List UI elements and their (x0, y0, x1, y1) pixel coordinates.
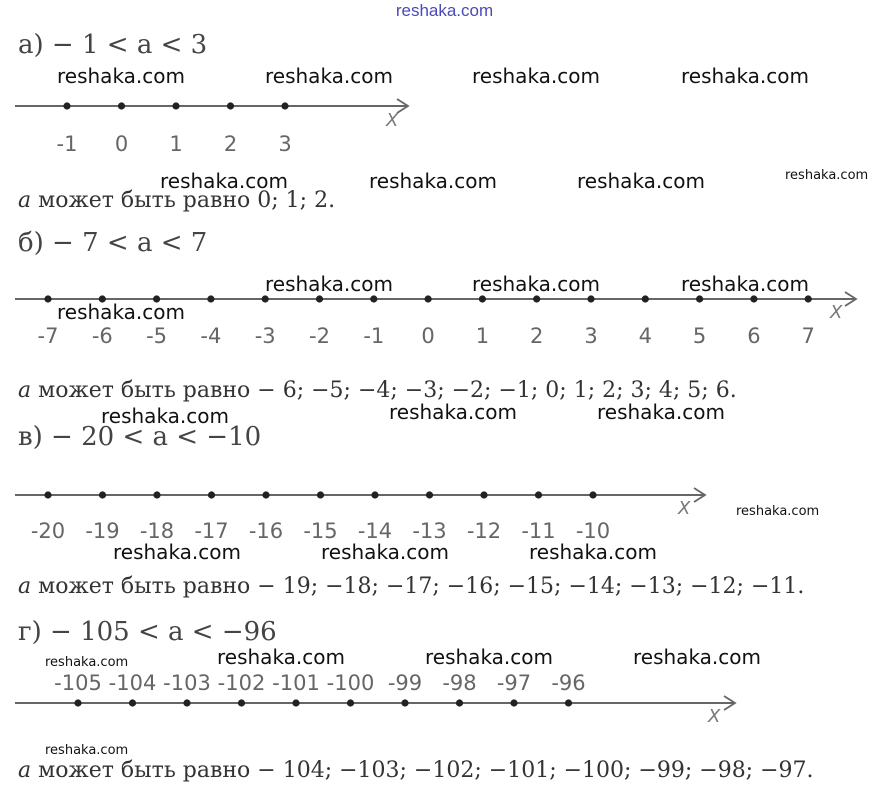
condition-d: г) − 105 < a < −96 (18, 617, 277, 647)
watermark: reshaka.com (45, 655, 129, 670)
tick-label: -96 (551, 671, 586, 695)
answer-d (18, 758, 814, 783)
tick-label: 0 (114, 132, 129, 156)
number-line-point (129, 699, 136, 706)
tick-label: -103 (163, 671, 211, 695)
watermark: reshaka.com (45, 743, 129, 758)
site-header[interactable]: reshaka.com (395, 1, 494, 20)
tick-label: -17 (194, 519, 229, 543)
answer-c-text: может быть равно − 19; −18; −17; −16; −15; −14; −13; −12; −11. (31, 574, 805, 599)
watermark: reshaka.com (472, 272, 600, 296)
tick-label: -100 (326, 671, 375, 695)
tick-label: -12 (466, 519, 502, 543)
condition-b: б) − 7 < a < 7 (18, 228, 208, 258)
answer-a-variable: a (18, 188, 32, 213)
tick-label: -102 (217, 671, 266, 695)
tick-label: -16 (248, 519, 284, 543)
watermark: reshaka.com (425, 645, 553, 669)
tick-label: -14 (357, 519, 393, 543)
tick-label: -18 (139, 519, 175, 543)
watermark: reshaka.com (633, 645, 761, 669)
watermark: reshaka.com (113, 540, 241, 564)
watermark: reshaka.com (57, 64, 185, 88)
number-line-point (401, 699, 408, 706)
tick-label: -1 (363, 324, 385, 348)
condition-a: а) − 1 < a < 3 (18, 30, 208, 60)
tick-label: -104 (108, 671, 157, 695)
watermark: reshaka.com (265, 272, 393, 296)
tick-label: -15 (303, 519, 338, 543)
watermark: reshaka.com (681, 64, 809, 88)
number-line-point (183, 699, 190, 706)
watermark: reshaka.com (57, 300, 185, 324)
tick-label: 2 (223, 132, 238, 156)
tick-label: 7 (801, 324, 815, 348)
tick-label: -10 (575, 519, 611, 543)
watermark: reshaka.com (217, 645, 345, 669)
tick-label: 3 (584, 324, 598, 348)
tick-label: -98 (442, 671, 477, 695)
tick-label: -3 (254, 324, 276, 348)
watermark: reshaka.com (681, 272, 809, 296)
tick-label: 5 (692, 324, 707, 348)
number-line-point (347, 699, 354, 706)
axis-label: X (830, 302, 843, 323)
watermark: reshaka.com (369, 169, 497, 193)
tick-label: -99 (387, 671, 423, 695)
answer-c-variable: a (18, 574, 32, 599)
condition-c: в) − 20 < a < −10 (18, 422, 262, 452)
tick-label: -20 (30, 519, 66, 543)
watermark: reshaka.com (736, 504, 820, 519)
tick-label: -97 (496, 671, 532, 695)
watermark: reshaka.com (472, 64, 600, 88)
tick-label: -11 (521, 519, 556, 543)
tick-label: -4 (200, 324, 222, 348)
watermark: reshaka.com (101, 404, 229, 428)
watermark: reshaka.com (160, 169, 288, 193)
axis-label: X (386, 110, 399, 131)
tick-label: -101 (272, 671, 320, 695)
number-line-point (74, 699, 81, 706)
tick-label: 6 (747, 324, 761, 348)
number-line-point (238, 699, 245, 706)
tick-label: -2 (309, 324, 330, 348)
answer-b-text: может быть равно − 6; −5; −4; −3; −2; −1; 0; 1; 2; 3; 4; 5; 6. (31, 378, 737, 403)
number-line-point (292, 699, 299, 706)
tick-label: -105 (54, 671, 102, 695)
answer-b-variable: a (18, 378, 32, 403)
tick-label: -19 (85, 519, 120, 543)
watermark: reshaka.com (321, 540, 449, 564)
answer-d-variable: a (18, 758, 32, 783)
tick-label: 1 (475, 324, 490, 348)
axis-label: X (708, 706, 721, 727)
watermark: reshaka.com (597, 400, 725, 424)
answer-d-text: может быть равно − 104; −103; −102; −101; −100; −99; −98; −97. (31, 758, 814, 783)
tick-label: -1 (56, 132, 78, 156)
number-line-point (565, 699, 572, 706)
number-line-point (456, 699, 463, 706)
tick-label: 4 (638, 324, 652, 348)
watermark: reshaka.com (577, 169, 705, 193)
axis-label: X (678, 498, 691, 519)
tick-label: -5 (146, 324, 168, 348)
tick-label: 1 (169, 132, 183, 156)
watermark: reshaka.com (785, 168, 869, 183)
tick-label: -6 (91, 324, 113, 348)
tick-label: 0 (421, 324, 435, 348)
watermark: reshaka.com (265, 64, 393, 88)
tick-label: -7 (37, 324, 59, 348)
watermark: reshaka.com (529, 540, 657, 564)
tick-label: -13 (412, 519, 447, 543)
watermark: reshaka.com (389, 400, 517, 424)
number-line-point (510, 699, 517, 706)
answer-a-text: может быть равно 0; 1; 2. (31, 188, 336, 213)
tick-label: 2 (530, 324, 544, 348)
tick-label: 3 (278, 132, 292, 156)
